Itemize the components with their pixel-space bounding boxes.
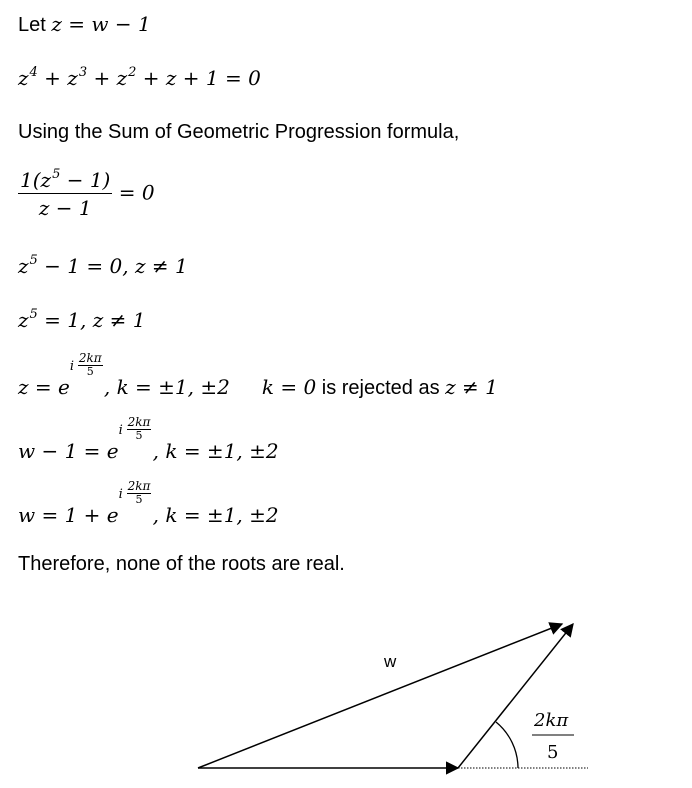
angle-numerator: 2kπ	[534, 710, 569, 731]
fraction-rhs: = 0	[112, 180, 155, 205]
poly-exp-2: 2	[128, 65, 137, 80]
angle-denominator: 5	[547, 742, 559, 763]
poly-rest: + z + 1 = 0	[136, 66, 261, 90]
exponent-2kpi-5: i 2kπ 5	[118, 479, 151, 506]
let-equation: z = w − 1	[51, 12, 151, 36]
exponent-2kpi-5: i 2kπ 5	[118, 415, 151, 442]
fraction-denominator: z − 1	[38, 196, 92, 220]
poly-exp-4: 4	[29, 65, 38, 80]
line-conclusion: Therefore, none of the roots are real.	[18, 553, 345, 575]
poly-z3: + z	[37, 66, 78, 90]
line-gp-formula: Using the Sum of Geometric Progression formula,	[18, 121, 460, 143]
w-label: w	[384, 652, 397, 671]
line-w-minus-1: w − 1 = e i 2kπ 5 , k = ±1, ±2	[18, 415, 279, 463]
angle-arc	[496, 722, 518, 768]
vector-w	[198, 624, 562, 768]
let-text: Let	[18, 14, 52, 36]
line-z5-minus-1: $z^5 - 1 = 0$, z ≠ 1	[18, 253, 188, 278]
line-z5-equals-1: $z^5 = 1$, z ≠ 1	[18, 307, 146, 332]
poly-z2: + z	[87, 66, 128, 90]
line-w-equals: w = 1 + e i 2kπ 5 , k = ±1, ±2	[18, 479, 279, 527]
poly-exp-3: 3	[78, 65, 88, 80]
poly-z4-base: z	[18, 66, 29, 90]
fraction-numerator: $1(z^5 - 1)$	[20, 167, 111, 192]
line-z-roots: z = e i 2kπ 5 , k = ±1, ±2 k = 0 is rejected as z ≠ 1	[18, 351, 498, 399]
exponent-2kpi-5: i 2kπ 5	[69, 351, 102, 378]
